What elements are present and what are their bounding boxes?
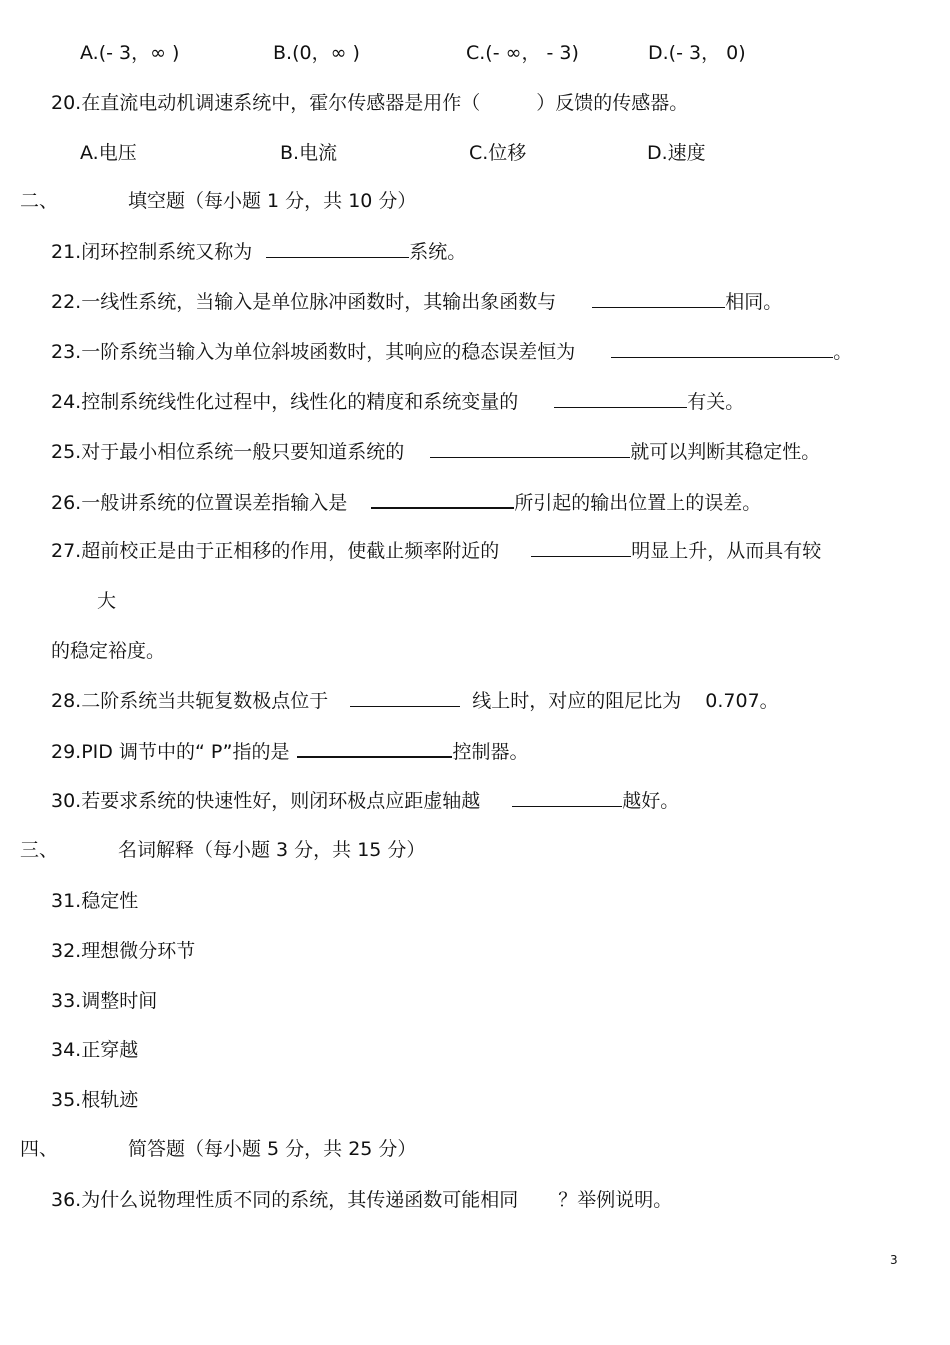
section-3-title: 名词解释（每小题 3 分，共 15 分） <box>118 839 426 861</box>
question-29: 29.PID 调节中的“ P”指的是 控制器。 <box>51 738 529 765</box>
q20-option-a: A.电压 <box>80 142 137 164</box>
q20-stem <box>51 90 688 116</box>
question-22: 22.一线性系统，当输入是单位脉冲函数时，其输出象函数与 相同。 <box>51 291 783 313</box>
term-34: 34.正穿越 <box>51 1039 139 1061</box>
q20-option-c: C.位移 <box>469 142 527 164</box>
question-36: 36.为什么说物理性质不同的系统，其传递函数可能相同 ？举例说明。 <box>51 1189 673 1211</box>
q20-stem-start: 20.在直流电动机调速系统中，霍尔传感器是用作（ <box>51 92 481 114</box>
answer-blank <box>592 289 725 308</box>
answer-blank <box>531 538 631 557</box>
section-2-number: 二、 <box>20 190 59 212</box>
question-21: 21.闭环控制系统又称为 系统。 <box>51 241 467 263</box>
question-27: 27.超前校正是由于正相移的作用，使截止频率附近的 明显上升，从而具有较 <box>51 540 822 562</box>
section-2-title: 填空题（每小题 1 分，共 10 分） <box>128 190 417 212</box>
term-31: 31.稳定性 <box>51 890 139 912</box>
page-number: 3 <box>890 1253 898 1267</box>
q19-option-b: B.(0，∞ ) <box>273 42 360 64</box>
answer-blank <box>554 389 687 408</box>
answer-blank <box>611 339 833 358</box>
answer-blank <box>266 239 409 258</box>
term-33: 33.调整时间 <box>51 990 158 1012</box>
answer-blank <box>297 738 452 758</box>
answer-blank <box>371 489 514 509</box>
section-4-title: 简答题（每小题 5 分，共 25 分） <box>128 1138 417 1160</box>
question-28: 28.二阶系统当共轭复数极点位于 线上时，对应的阻尼比为 0.707。 <box>51 690 779 712</box>
question-25: 25.对于最小相位系统一般只要知道系统的 就可以判断其稳定性。 <box>51 441 821 463</box>
term-35: 35.根轨迹 <box>51 1089 139 1111</box>
q19-option-a: A.(- 3，∞ ) <box>80 42 180 64</box>
term-32: 32.理想微分环节 <box>51 940 196 962</box>
q19-option-d: D.(- 3， 0) <box>648 42 746 64</box>
question-23: 23.一阶系统当输入为单位斜坡函数时，其响应的稳态误差恒为 。 <box>51 341 853 363</box>
section-4-number: 四、 <box>20 1138 59 1160</box>
q19-option-c: C.(- ∞， - 3) <box>466 42 579 64</box>
q20-option-b: B.电流 <box>280 142 338 164</box>
q20-option-d: D.速度 <box>647 142 706 164</box>
question-26: 26.一般讲系统的位置误差指输入是 所引起的输出位置上的误差。 <box>51 489 761 516</box>
section-3-number: 三、 <box>20 839 59 861</box>
question-24: 24.控制系统线性化过程中，线性化的精度和系统变量的 有关。 <box>51 391 745 413</box>
answer-blank <box>350 688 460 707</box>
answer-blank <box>430 439 630 458</box>
answer-blank <box>512 788 622 807</box>
question-30: 30.若要求系统的快速性好，则闭环极点应距虚轴越 越好。 <box>51 790 680 812</box>
question-27-continuation: 的稳定裕度。 <box>51 640 166 662</box>
q20-stem-end: ）反馈的传感器。 <box>536 92 689 114</box>
question-27-wrap: 大 <box>97 590 117 612</box>
